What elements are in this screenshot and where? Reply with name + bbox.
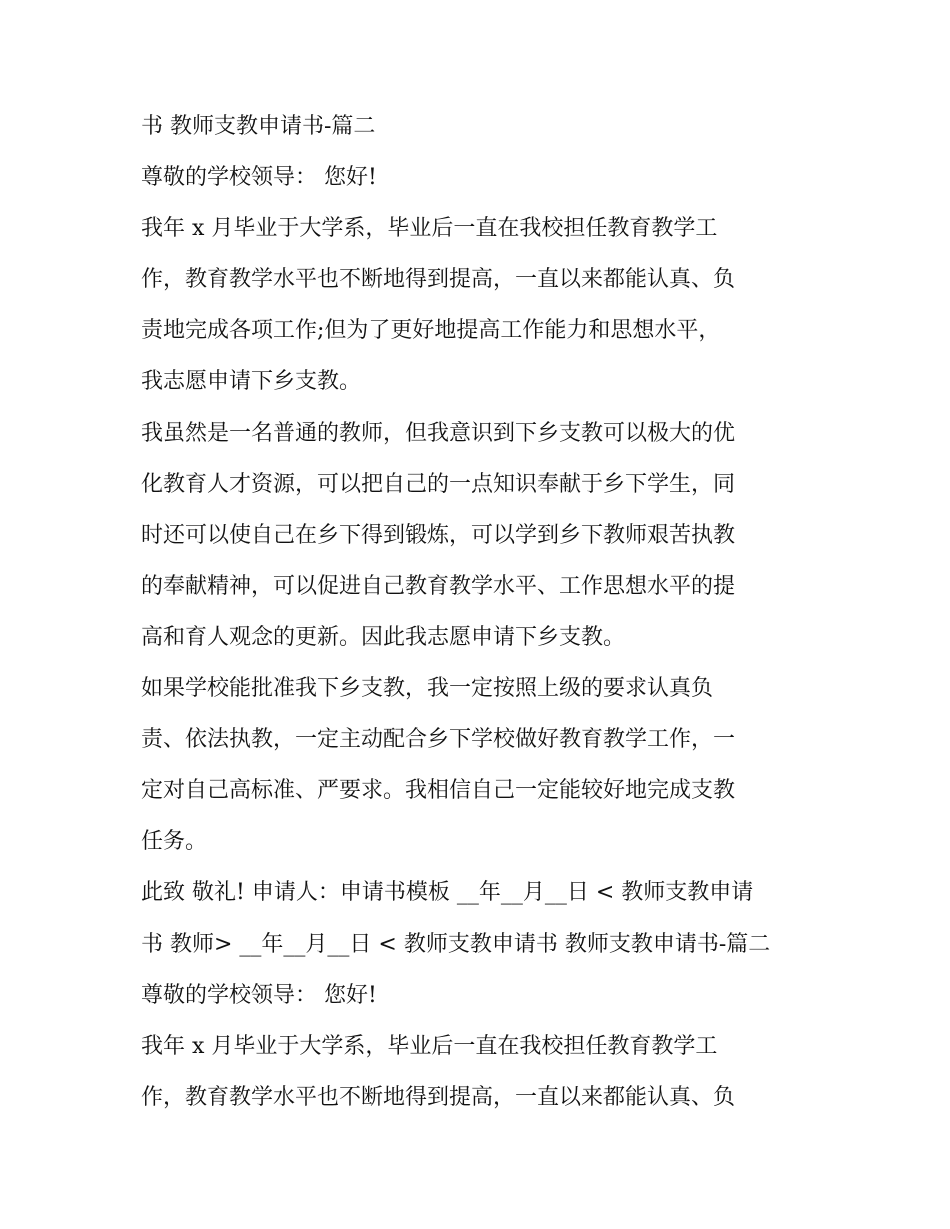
closing-line: 此致 敬礼! 申请人：申请书模板 __年__月__日 < 教师支教申请 xyxy=(141,880,754,906)
title-line: 书 教师支教申请书-篇二 xyxy=(141,114,376,139)
paragraph-line: 责、依法执教，一定主动配合乡下学校做好教育教学工作，一 xyxy=(141,727,736,753)
paragraph-line: 任务。 xyxy=(141,829,208,855)
paragraph-line: 我志愿申请下乡支教。 xyxy=(141,369,362,395)
paragraph-line: 作，教育教学水平也不断地得到提高，一直以来都能认真、负 xyxy=(141,1084,736,1110)
paragraph-line: 我虽然是一名普通的教师，但我意识到下乡支教可以极大的优 xyxy=(141,420,736,446)
paragraph-line: 高和育人观念的更新。因此我志愿申请下乡支教。 xyxy=(141,624,626,650)
document-body xyxy=(141,109,821,1131)
salutation-line: 尊敬的学校领导： 您好! xyxy=(141,165,377,191)
paragraph-line: 作，教育教学水平也不断地得到提高，一直以来都能认真、负 xyxy=(141,267,736,293)
paragraph-line: 我年 x 月毕业于大学系，毕业后一直在我校担任教育教学工 xyxy=(141,216,718,242)
paragraph-line: 我年 x 月毕业于大学系，毕业后一直在我校担任教育教学工 xyxy=(141,1033,718,1059)
paragraph-line: 的奉献精神，可以促进自己教育教学水平、工作思想水平的提 xyxy=(141,573,736,599)
closing-line: 书 教师> __年__月__日 < 教师支教申请书 教师支教申请书-篇二 xyxy=(141,931,771,957)
salutation-line: 尊敬的学校领导： 您好! xyxy=(141,982,377,1008)
paragraph-line: 如果学校能批准我下乡支教，我一定按照上级的要求认真负 xyxy=(141,676,714,702)
paragraph-line: 化教育人才资源，可以把自己的一点知识奉献于乡下学生，同 xyxy=(141,471,736,497)
paragraph-line: 定对自己高标准、严要求。我相信自己一定能较好地完成支教 xyxy=(141,778,736,804)
paragraph-line: 责地完成各项工作;但为了更好地提高工作能力和思想水平， xyxy=(141,318,721,344)
paragraph-line: 时还可以使自己在乡下得到锻炼，可以学到乡下教师艰苦执教 xyxy=(141,522,736,548)
